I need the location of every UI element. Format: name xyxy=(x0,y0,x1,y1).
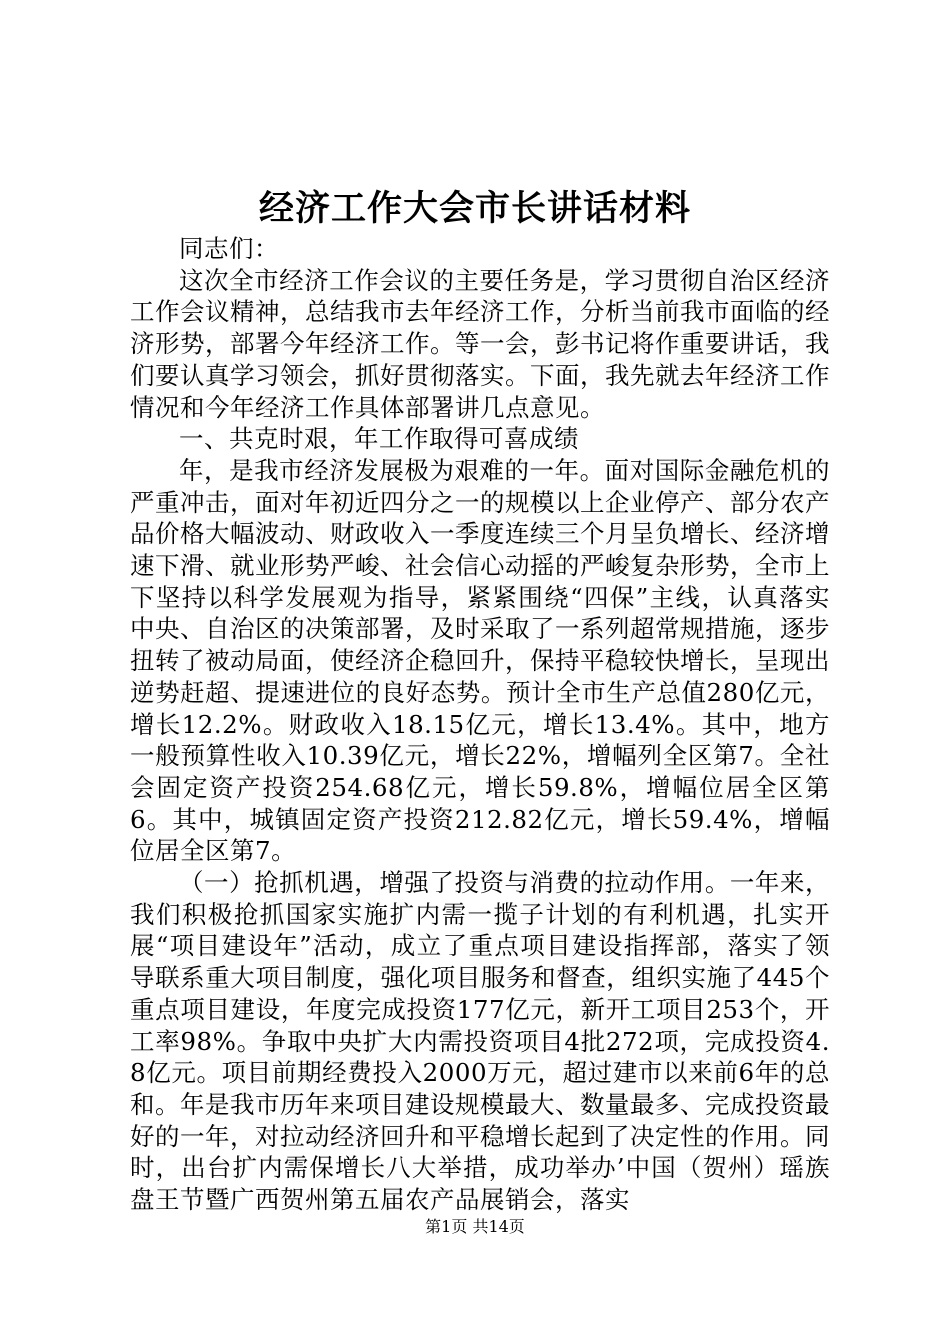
document-title: 经济工作大会市长讲话材料 xyxy=(258,189,691,229)
document-body xyxy=(130,233,830,1216)
paragraph-intro: 这次全市经济工作会议的主要任务是，学习贯彻自治区经济工作会议精神，总结我市去年经济工作，分析当前我市面临的经济形势，部署今年经济工作。等一会，彭书记将作重要讲话，我们要认真学习领会，抓好贯彻落实。下面，我先就去年经济工作情况和今年经济工作具体部署讲几点意见。 xyxy=(130,265,830,422)
page-number-footer: 第1页 共14页 xyxy=(425,1217,525,1236)
paragraph-investment: （一）抢抓机遇，增强了投资与消费的拉动作用。一年来，我们积极抢抓国家实施扩内需一揽子计划的有利机遇，扎实开展“项目建设年”活动，成立了重点项目建设指挥部，落实了领导联系重大项目制度，强化项目服务和督查，组织实施了445个重点项目建设，年度完成投资177亿元，新开工项目253个，开工率98%。争取中央扩大内需投资项目4批272项，完成投资4.8亿元。项目前期经费投入2000万元，超过建市以来前6年的总和。年是我市历年来项目建设规模最大、数量最多、完成投资最好的一年，对拉动经济回升和平稳增长起到了决定性的作用。同时，出台扩内需保增长八大举措，成功举办’中国（贺州）瑶族盘王节暨广西贺州第五届农产品展销会，落实 xyxy=(130,868,830,1215)
paragraph-review: 年，是我市经济发展极为艰难的一年。面对国际金融危机的严重冲击，面对年初近四分之一的规模以上企业停产、部分农产品价格大幅波动、财政收入一季度连续三个月呈负增长、经济增速下滑、就业形势严峻、社会信心动摇的严峻复杂形势，全市上下坚持以科学发展观为指导，紧紧围绕“四保”主线，认真落实中央、自治区的决策部署，及时采取了一系列超常规措施，逐步扭转了被动局面，使经济企稳回升，保持平稳较快增长，呈现出逆势赶超、提速进位的良好态势。预计全市生产总值280亿元，增长12.2%。财政收入18.15亿元，增长13.4%。其中，地方一般预算性收入10.39亿元，增长22%，增幅列全区第7。全社会固定资产投资254.68亿元，增长59.8%，增幅位居全区第6。其中，城镇固定资产投资212.82亿元，增长59.4%，增幅位居全区第7。 xyxy=(130,455,830,866)
salutation: 同志们： xyxy=(179,234,279,263)
section-heading-1: 一、共克时艰，年工作取得可喜成绩 xyxy=(179,424,579,454)
